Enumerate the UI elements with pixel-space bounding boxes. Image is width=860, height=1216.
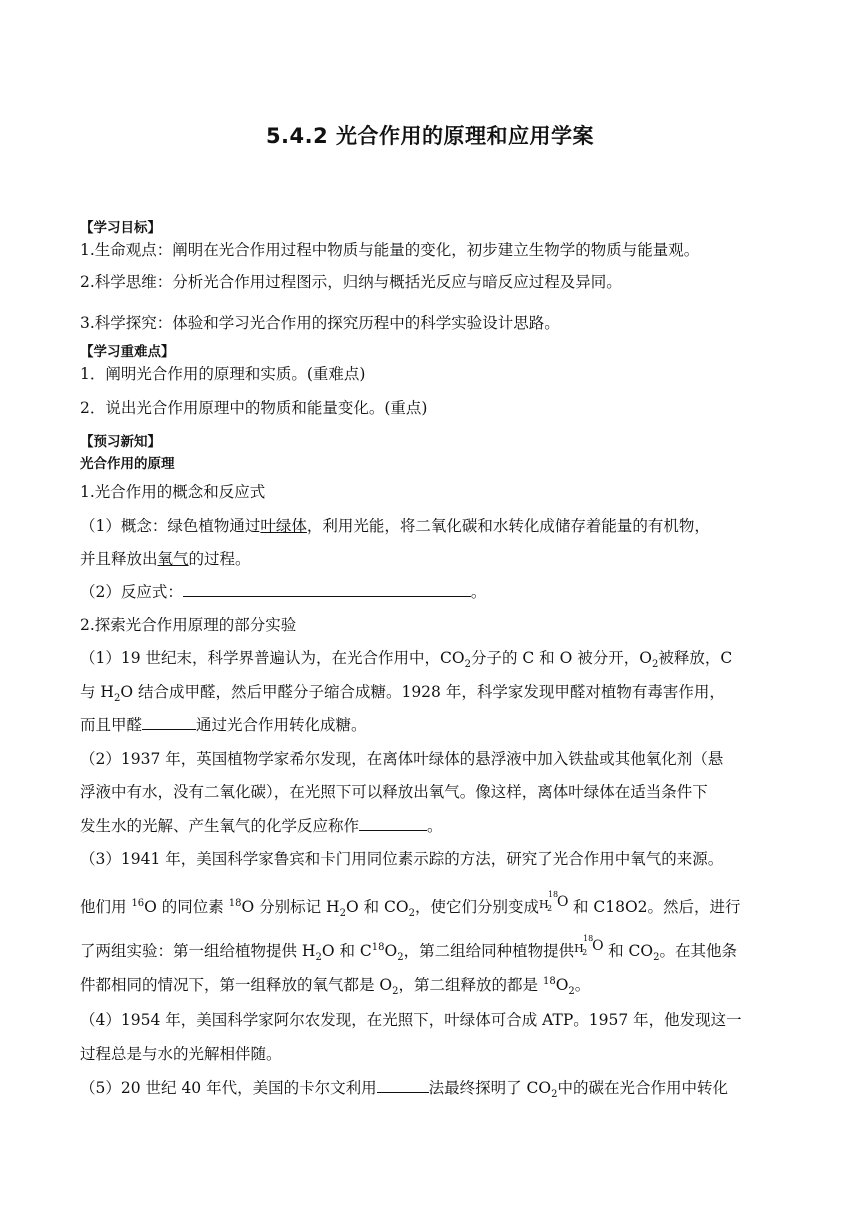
formula-line: （2）反应式： 。 <box>80 583 487 601</box>
goal-item-2: 2.科学思维：分析光合作用过程图示，归纳与概括光反应与暗反应过程及异同。 <box>80 273 622 291</box>
section-1-title: 1.光合作用的概念和反应式 <box>80 483 266 501</box>
key-points-header: 【学习重难点】 <box>80 344 175 360</box>
exp1-line-2: 与 $H_2O$ 结合成甲醛，然后甲醛分子缩合成糖。1928 年，科学家发现甲醛对植物有毒害作用， <box>80 683 725 705</box>
answer-oxygen: 氧气 <box>157 550 189 568</box>
isotope-water-formula: H 2 18 O <box>538 890 569 913</box>
exp1-line-1: （1）19 世纪末，科学界普遍认为，在光合作用中，$CO_2$分子的 C 和 O 被分开，$O_2$被释放，C <box>80 649 733 671</box>
exp1-line-3: 而且甲醛 通过光合作用转化成糖。 <box>80 716 367 734</box>
goal-item-1: 1.生命观点：阐明在光合作用过程中物质与能量的变化，初步建立生物学的物质与能量观。 <box>80 241 700 259</box>
preview-subheader: 光合作用的原理 <box>80 456 175 472</box>
answer-chloroplast: 叶绿体 <box>260 517 307 535</box>
page-title: 5.4.2 光合作用的原理和应用学案 <box>265 124 595 148</box>
exp3-line-4: 件都相同的情况下，第一组释放的氧气都是 $O_2$，第二组释放的都是 $^{18}O_2$。 <box>80 975 591 998</box>
exp5-blank[interactable] <box>377 1077 429 1093</box>
goal-item-3: 3.科学探究：体验和学习光合作用的探究历程中的科学实验设计思路。 <box>80 314 560 332</box>
exp2-line-2: 浮液中有水，没有二氧化碳），在光照下可以释放出氧气。像这样，离体叶绿体在适当条件下 <box>80 783 708 801</box>
exp5-line-1: （5）20 世纪 40 年代，美国的卡尔文利用 法最终探明了 $CO_2$中的碳在光合作用中转化 <box>80 1079 728 1101</box>
section-2-title: 2.探索光合作用原理的部分实验 <box>80 616 297 634</box>
exp3-line-3: 了两组实验：第一组给植物提供 $H_2O$ 和 $C^{18}O_2$，第二组给同种植物提供 H 2 18 O 和 $CO_2$。在其他条 <box>80 934 737 964</box>
concept-line-1: （1）概念：绿色植物通过叶绿体，利用光能，将二氧化碳和水转化成储存着能量的有机物， <box>80 517 710 535</box>
key-point-2: 2．说出光合作用原理中的物质和能量变化。(重点) <box>80 399 428 417</box>
exp4-line-2: 过程总是与水的光解相伴随。 <box>80 1045 282 1063</box>
preview-header: 【预习新知】 <box>80 434 161 450</box>
concept-line-2: 并且释放出氧气的过程。 <box>80 550 251 568</box>
isotope-water-formula-2: H 2 18 O <box>574 934 604 957</box>
exp1-blank[interactable] <box>142 714 196 730</box>
exp2-line-3: 发生水的光解、产生氧气的化学反应称作 。 <box>80 817 443 835</box>
formula-blank[interactable] <box>183 581 471 597</box>
exp2-blank[interactable] <box>359 815 427 831</box>
exp3-line-2: 他们用 $^{16}$O 的同位素 $^{18}$O 分别标记 $H_2O$ 和 $CO_2$，使它们分别变成 H 2 18 O 和 C18O2。然后，进行 <box>80 890 741 920</box>
goals-header: 【学习目标】 <box>80 220 161 236</box>
exp3-line-1: （3）1941 年，美国科学家鲁宾和卡门用同位素示踪的方法，研究了光合作用中氧气的来源。 <box>80 850 724 868</box>
key-point-1: 1．阐明光合作用的原理和实质。(重难点) <box>80 365 366 383</box>
exp4-line-1: （4）1954 年，美国科学家阿尔农发现，在光照下，叶绿体可合成 ATP。1957 年，他发现这一 <box>80 1011 742 1029</box>
exp2-line-1: （2）1937 年，英国植物学家希尔发现，在离体叶绿体的悬浮液中加入铁盐或其他氧化剂（悬 <box>80 750 724 768</box>
